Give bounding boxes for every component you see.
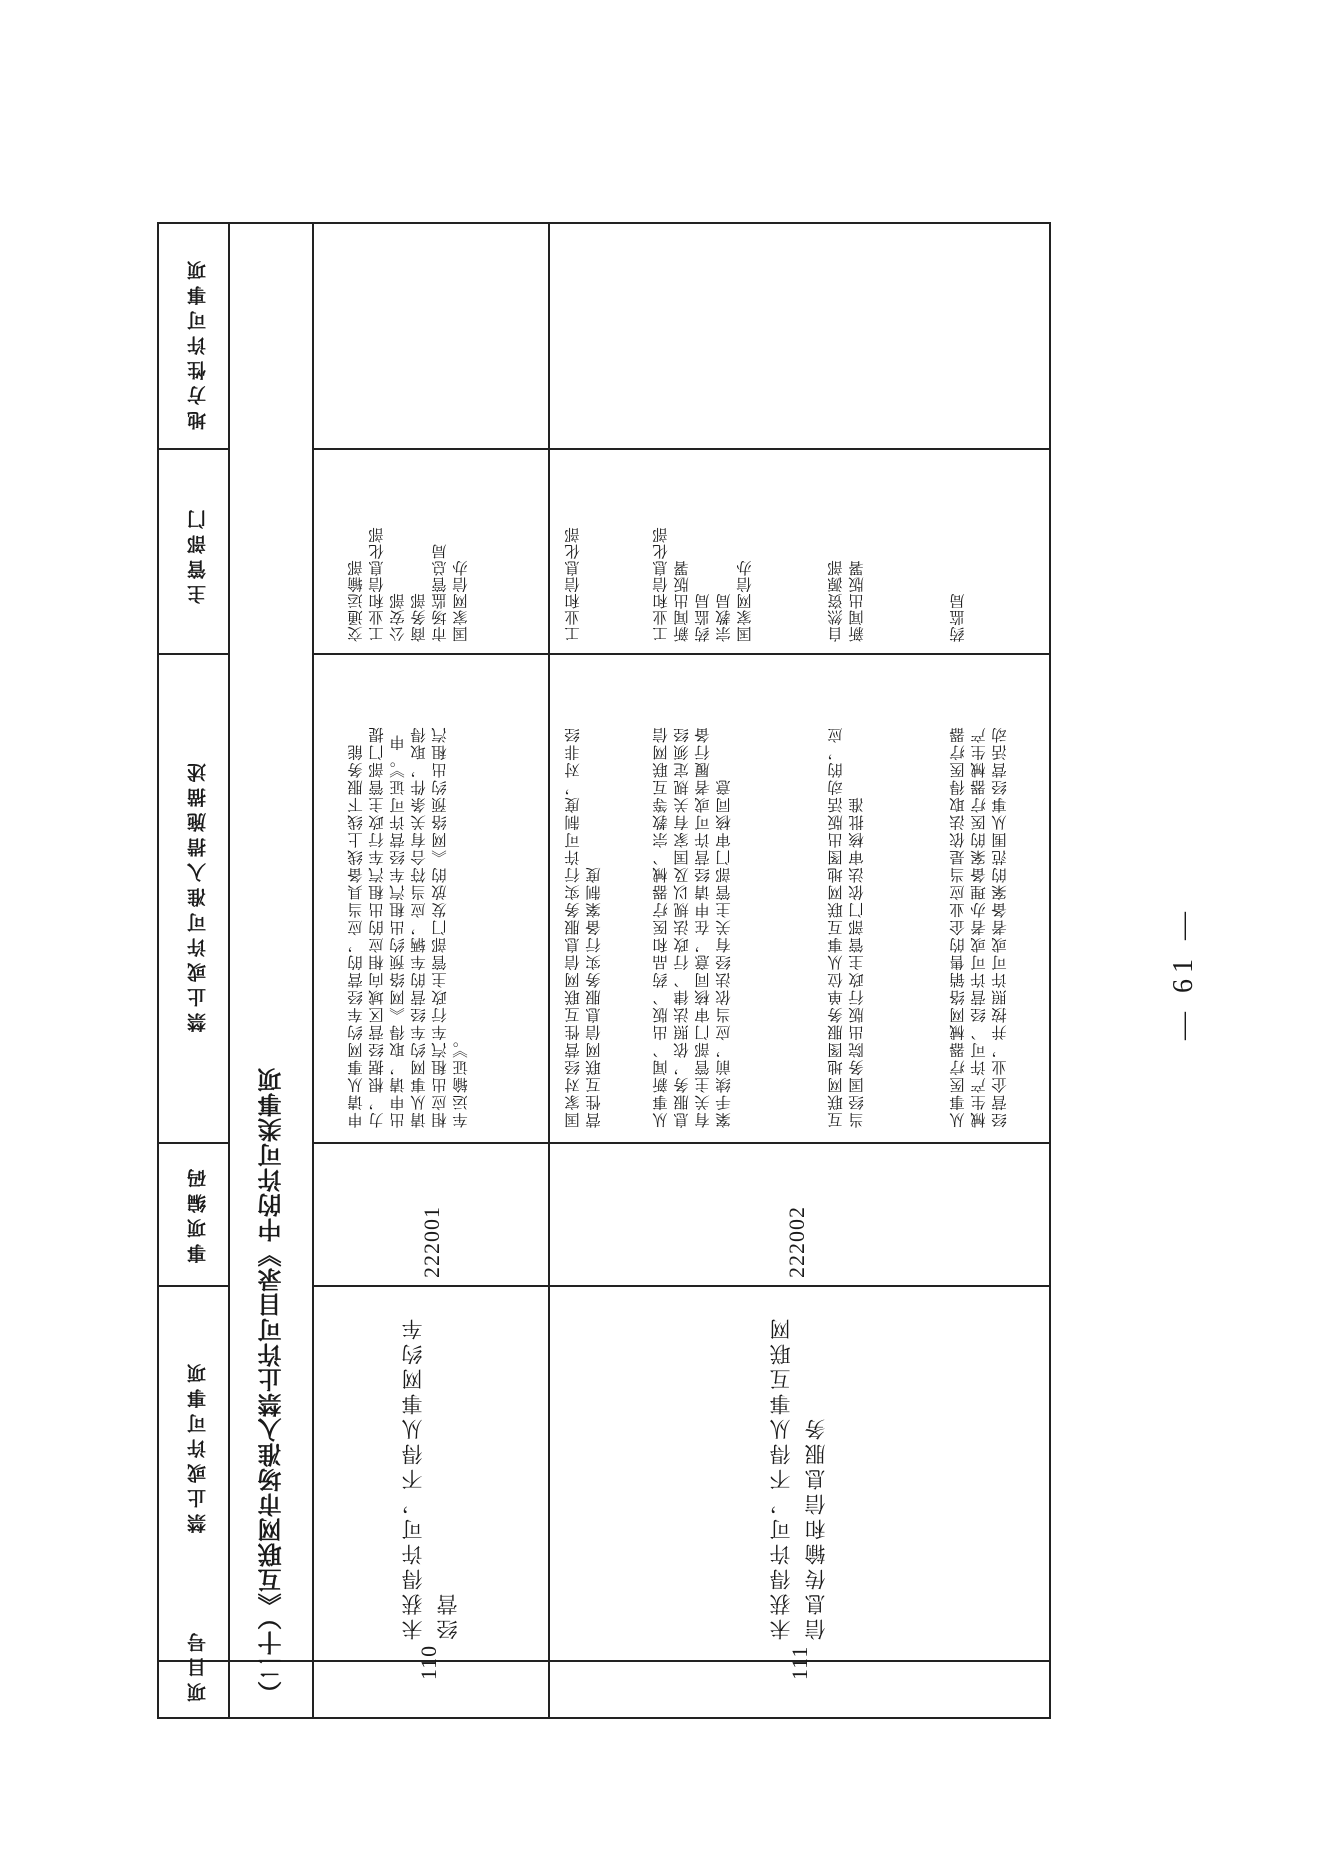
desc-line: 营性互联网信息服务实行备案制度 bbox=[585, 865, 603, 1128]
divider-desc-dept bbox=[157, 653, 228, 655]
item-110: 未获得许可，不得从事网约车经营 bbox=[401, 1315, 460, 1640]
dept-line: 药监局 bbox=[694, 592, 712, 642]
desc-line: 出申请，取得《网络预约出租汽车经营许可证》。申 bbox=[389, 733, 407, 1128]
divider-item-code-body bbox=[312, 1285, 1051, 1287]
dept-line: 市场监管总局 bbox=[431, 543, 449, 642]
dept-line: 工业和信息化部 bbox=[652, 526, 670, 642]
header-item: 禁止或许可事项 bbox=[187, 1358, 209, 1533]
dept-line: 药监局 bbox=[949, 592, 967, 642]
header-description: 禁止或许可准入措施描述 bbox=[187, 757, 209, 1032]
divider-row-110-111 bbox=[548, 222, 550, 1719]
divider-section bbox=[312, 222, 314, 1719]
dept-line: 宗教局 bbox=[715, 592, 733, 642]
code-110: 222001 bbox=[419, 1206, 444, 1278]
project-no-110: 110 bbox=[416, 1644, 441, 1680]
desc-line: 有关主管部门审核同意，在申请经营许可或者履行备 bbox=[694, 725, 712, 1128]
header-code: 事项编码 bbox=[187, 1163, 209, 1263]
dept-line: 交通运输部 bbox=[347, 559, 365, 642]
permit-table bbox=[157, 222, 1051, 1719]
desc-line: 息服务，依照法律、行政法规以及国家有关规定须经 bbox=[673, 725, 691, 1128]
section-title: （二十）《互联网市场准入禁止许可目录》中的许可类事项 bbox=[258, 1067, 286, 1705]
dept-line: 国家网信办 bbox=[452, 559, 470, 642]
desc-line: 当经国务院出版行政主管部门依法审核批准 bbox=[848, 795, 866, 1128]
desc-line: 经营企业，并按照许可或者备案的范围从事经营活动 bbox=[991, 725, 1009, 1128]
desc-line: 械生产许可、经营许可或者办理备案的医疗器械生产 bbox=[970, 725, 988, 1128]
header-project-no: 项目号 bbox=[187, 1627, 209, 1702]
desc-line: 互联网地图服务单位从事互联网地图出版活动的，应 bbox=[827, 725, 845, 1128]
dept-line: 新闻出版署 bbox=[673, 559, 691, 642]
desc-line: 从事医疗器械网络销售的企业应当是依法取得医疗器 bbox=[949, 725, 967, 1128]
code-111: 222002 bbox=[784, 1206, 809, 1278]
dept-line: 国家网信办 bbox=[736, 559, 754, 642]
divider-dept-local bbox=[157, 448, 228, 450]
divider-code-desc bbox=[157, 1142, 228, 1144]
desc-line: 申请从事网约车经营的，应当具备线上线下服务能 bbox=[347, 743, 365, 1128]
page-number: — 61 — bbox=[1168, 906, 1199, 1040]
divider-header bbox=[228, 222, 230, 1719]
dept-line: 自然资源部 bbox=[827, 559, 845, 642]
dept-line: 商务部 bbox=[410, 592, 428, 642]
dept-line: 公安部 bbox=[389, 592, 407, 642]
header-local: 地方性许可事项 bbox=[187, 255, 209, 430]
divider-item-code bbox=[157, 1285, 228, 1287]
item-111: 未获得许可，不得从事互联网信息传输和信息服务 bbox=[769, 1315, 828, 1640]
desc-line: 请从事网约车经营的车辆，应当符合有关条件，取得 bbox=[410, 725, 428, 1128]
desc-line: 力，根据经营区域向相应的出租汽车行政主管部门提 bbox=[368, 725, 386, 1128]
desc-line: 相应出租汽车行政主管部门发放的《网络预约出租汽 bbox=[431, 725, 449, 1128]
divider-code-desc-body bbox=[312, 1142, 1051, 1144]
dept-line: 工业和信息化部 bbox=[564, 526, 582, 642]
desc-line: 国家对经营性互联网信息服务实行许可制度，对非经 bbox=[564, 725, 582, 1128]
dept-line: 新闻出版署 bbox=[848, 559, 866, 642]
desc-line: 车运输证》。 bbox=[452, 1030, 470, 1128]
header-department: 主管部门 bbox=[187, 504, 209, 604]
project-no-111: 111 bbox=[787, 1645, 812, 1680]
desc-line: 案手续前，应当依法经有关主管部门审核同意 bbox=[715, 778, 733, 1128]
divider-projno-item bbox=[157, 1660, 1051, 1662]
divider-desc-dept-body bbox=[312, 653, 1051, 655]
desc-line: 从事新闻、出版、药品和医疗器械、宗教等互联网信 bbox=[652, 725, 670, 1128]
dept-line: 工业和信息化部 bbox=[368, 526, 386, 642]
divider-dept-local-body bbox=[312, 448, 1051, 450]
